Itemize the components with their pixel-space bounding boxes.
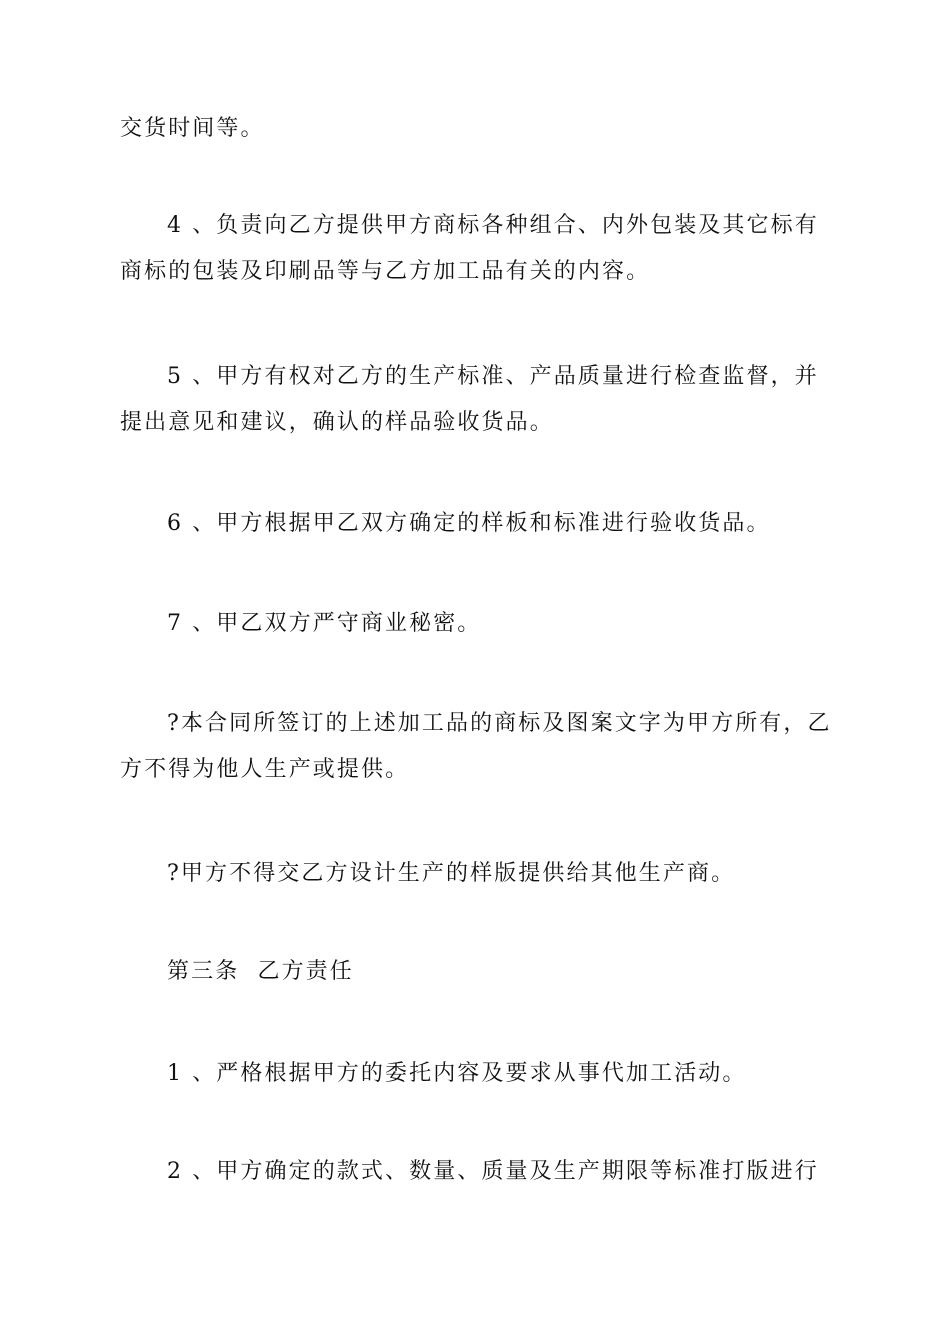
paragraph-party-b-item-1: 1 、严格根据甲方的委托内容及要求从事代加工活动。: [167, 1061, 747, 1086]
section-heading-article-3: 第三条 乙方责任: [167, 959, 354, 984]
paragraph-party-b-item-2: 2 、甲方确定的款式、数量、质量及生产期限等标准打版进行: [167, 1159, 819, 1184]
paragraph-item-6: 6 、甲方根据甲乙双方确定的样板和标准进行验收货品。: [167, 511, 771, 536]
paragraph-delivery-time: 交货时间等。: [120, 116, 265, 141]
paragraph-item-5: 5 、甲方有权对乙方的生产标准、产品质量进行检查监督，并提出意见和建议，确认的样品验收货品。: [120, 364, 819, 435]
paragraph-item-7: 7 、甲乙双方严守商业秘密。: [167, 611, 482, 636]
paragraph-sample-restriction: ?甲方不得交乙方设计生产的样版提供给其他生产商。: [167, 861, 736, 886]
paragraph-trademark-ownership: ?本合同所签订的上述加工品的商标及图案文字为甲方所有，乙方不得为他人生产或提供。: [120, 711, 832, 782]
paragraph-item-4: 4 、负责向乙方提供甲方商标各种组合、内外包装及其它标有商标的包装及印刷品等与乙方加工品有关的内容。: [120, 213, 819, 284]
